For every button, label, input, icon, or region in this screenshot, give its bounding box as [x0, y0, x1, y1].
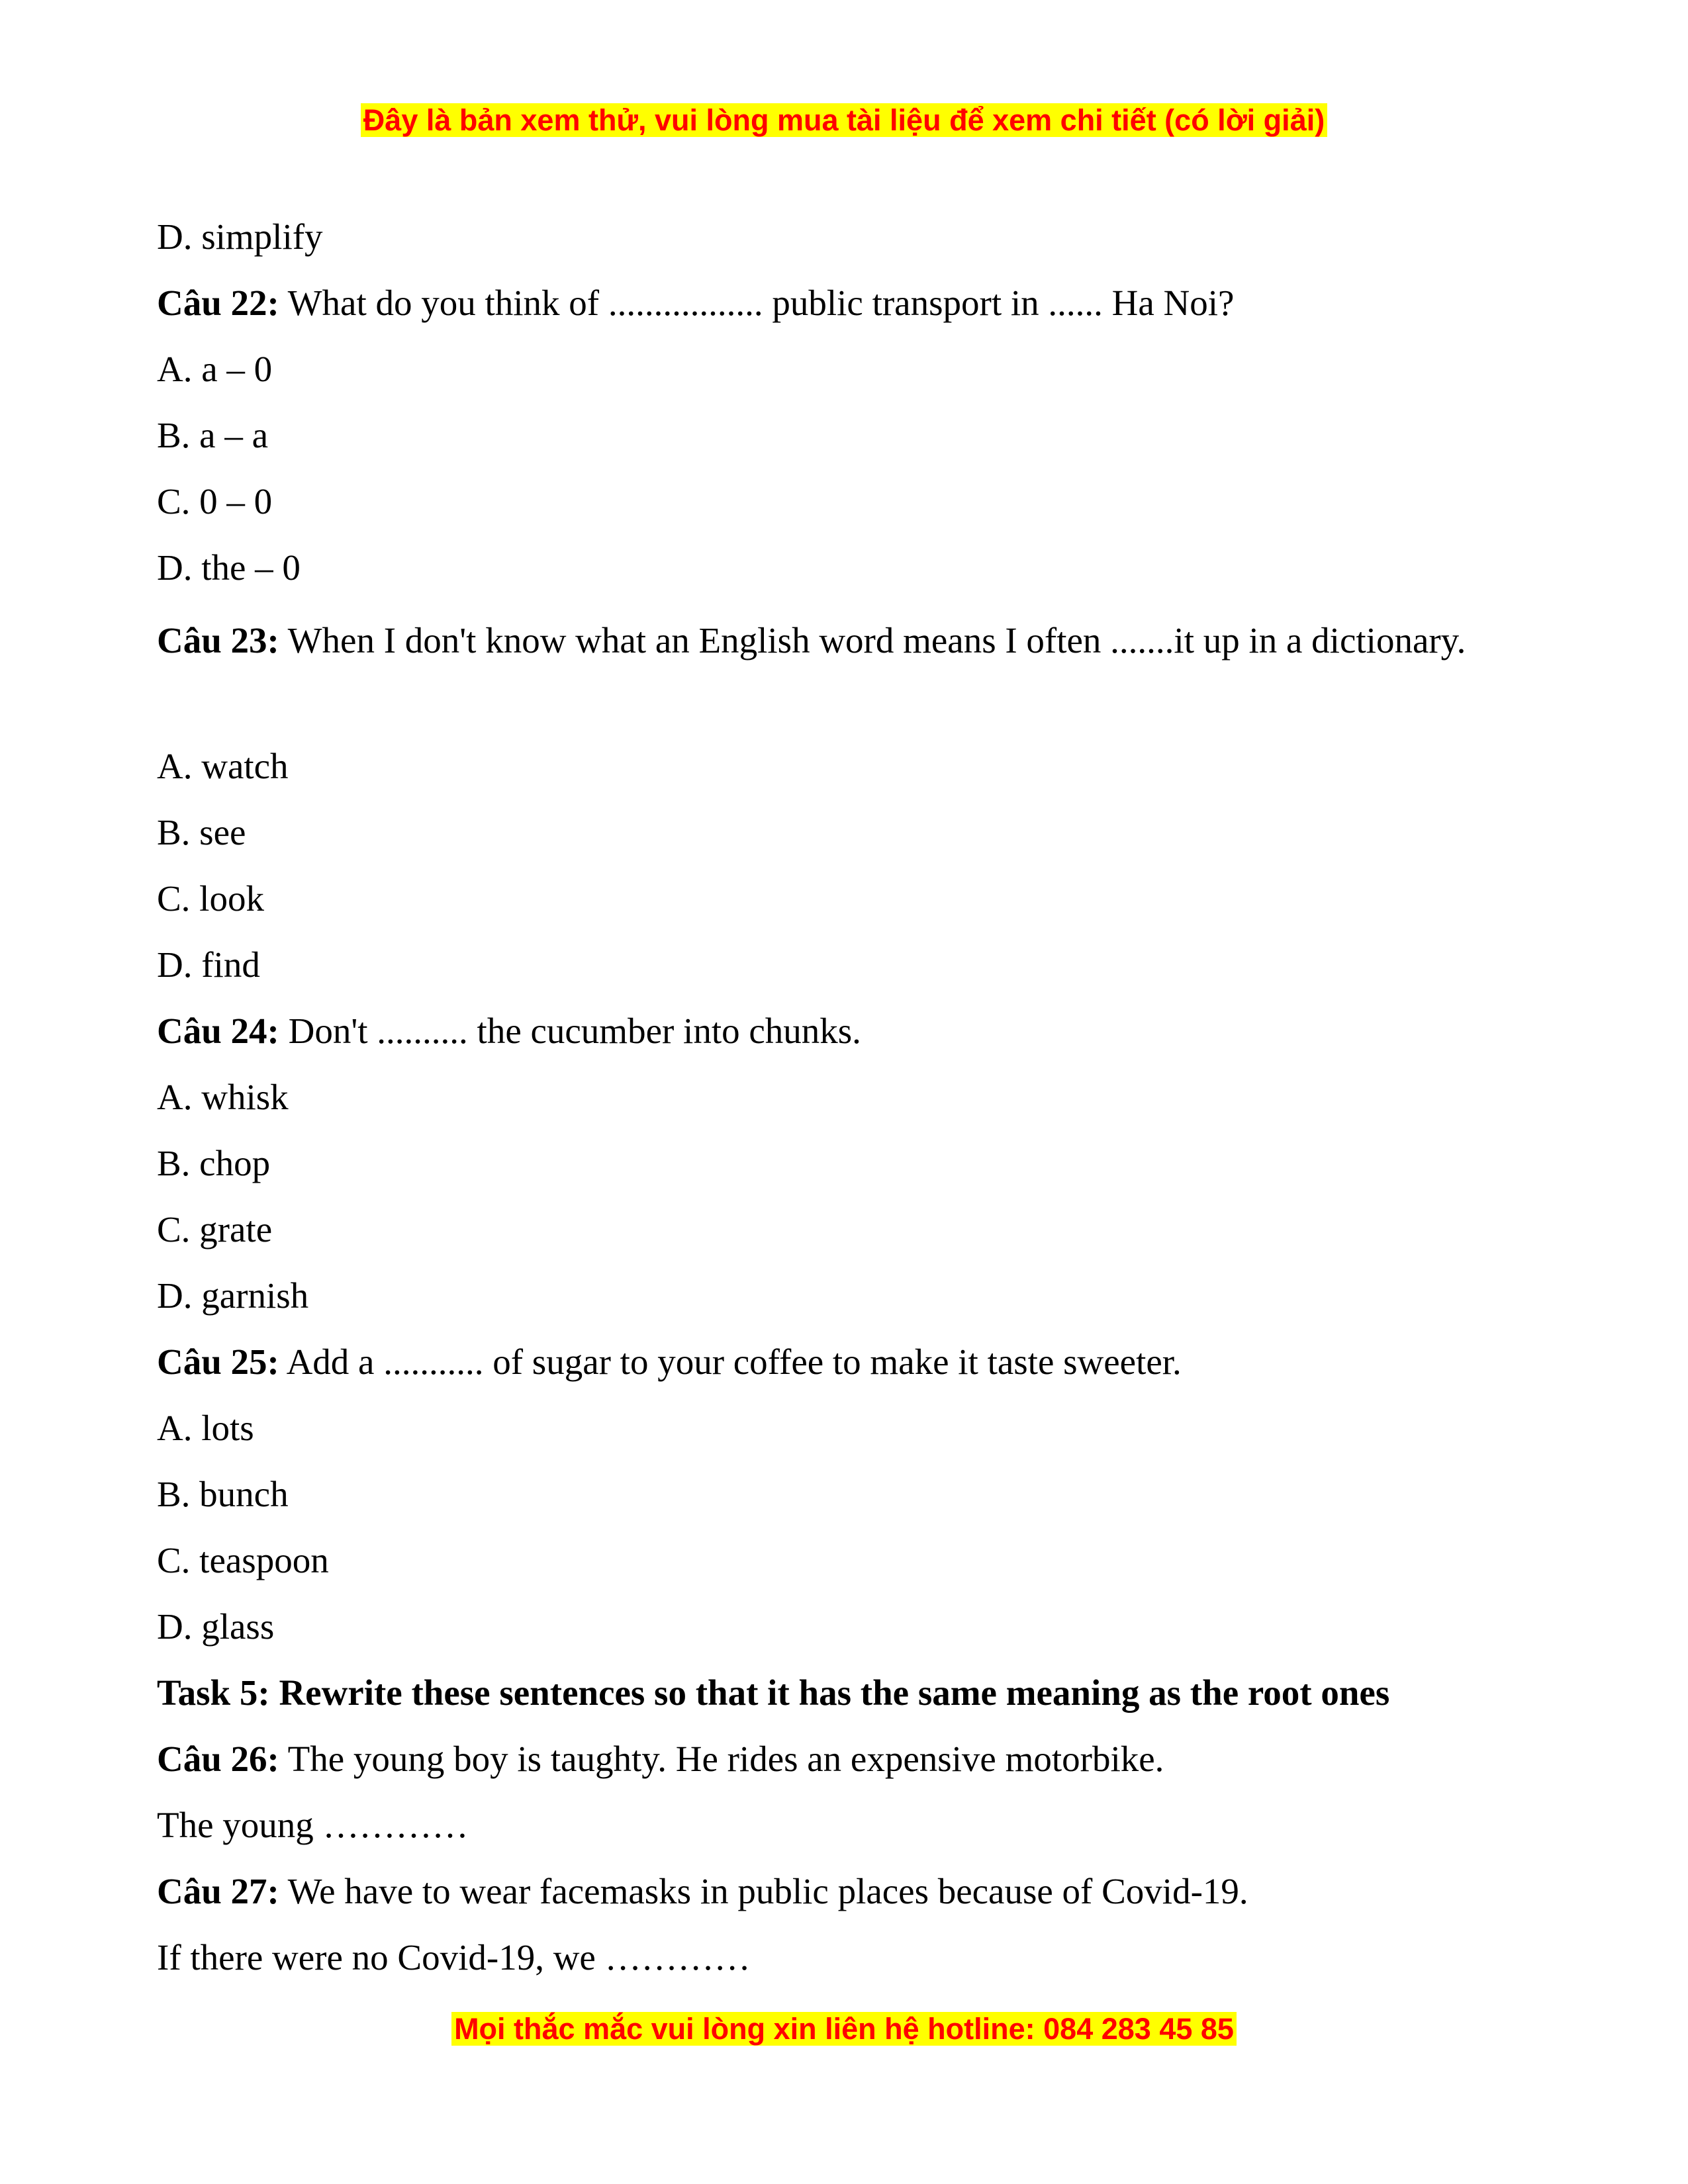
question-22-option-d: D. the – 0	[157, 547, 301, 588]
question-24-option-c: C. grate	[157, 1209, 273, 1250]
question-22-option-a: A. a – 0	[157, 349, 273, 389]
question-25-option-a: A. lots	[157, 1408, 254, 1448]
question-24-text: Don't .......... the cucumber into chunks.	[279, 1011, 861, 1051]
question-23-text: When I don't know what an English word means I often .......it up in a dictionary.	[279, 620, 1466, 660]
hotline-banner	[0, 2009, 1688, 2049]
question-24-option-a: A. whisk	[157, 1077, 289, 1117]
question-23-option-a: A. watch	[157, 746, 289, 786]
question-23-label: Câu 23:	[157, 620, 279, 660]
question-22	[157, 277, 1534, 343]
hotline-text: Mọi thắc mắc vui lòng xin liên hệ hotline: 084 283 45 85	[451, 2012, 1237, 2046]
question-23	[157, 608, 1534, 740]
preview-notice-banner	[0, 101, 1688, 140]
task-5-heading: Task 5: Rewrite these sentences so that it has the same meaning as the root ones	[157, 1672, 1390, 1713]
question-23-option-c: C. look	[157, 878, 264, 919]
question-25-text: Add a ........... of sugar to your coffee to make it taste sweeter.	[279, 1342, 1182, 1382]
question-26-label: Câu 26:	[157, 1739, 279, 1779]
question-24-label: Câu 24:	[157, 1011, 279, 1051]
question-27-label: Câu 27:	[157, 1871, 279, 1911]
question-26-text: The young boy is taughty. He rides an expensive motorbike.	[279, 1739, 1164, 1779]
question-25-label: Câu 25:	[157, 1342, 279, 1382]
question-27-text: We have to wear facemasks in public places because of Covid-19.	[279, 1871, 1248, 1911]
question-24-option-b: B. chop	[157, 1143, 271, 1183]
question-23-option-b: B. see	[157, 812, 246, 852]
question-22-option-c: C. 0 – 0	[157, 481, 273, 522]
exam-content	[157, 210, 1534, 1997]
question-24-option-d: D. garnish	[157, 1275, 309, 1316]
question-25-option-d: D. glass	[157, 1606, 275, 1647]
question-22-text: What do you think of ................. public transport in ...... Ha Noi?	[279, 283, 1235, 323]
question-25	[157, 1336, 1534, 1402]
question-25-option-b: B. bunch	[157, 1474, 289, 1514]
option-d-previous: D. simplify	[157, 216, 323, 257]
question-26-answer-prompt: The young …………	[157, 1805, 469, 1845]
question-25-option-c: C. teaspoon	[157, 1540, 329, 1580]
question-26	[157, 1733, 1534, 1799]
question-27	[157, 1865, 1534, 1931]
preview-notice-text: Đây là bản xem thử, vui lòng mua tài liệu để xem chi tiết (có lời giải)	[361, 103, 1327, 137]
question-24	[157, 1005, 1534, 1071]
question-22-label: Câu 22:	[157, 283, 279, 323]
question-27-answer-prompt: If there were no Covid-19, we …………	[157, 1937, 751, 1978]
question-22-option-b: B. a – a	[157, 415, 269, 455]
question-23-option-d: D. find	[157, 944, 260, 985]
